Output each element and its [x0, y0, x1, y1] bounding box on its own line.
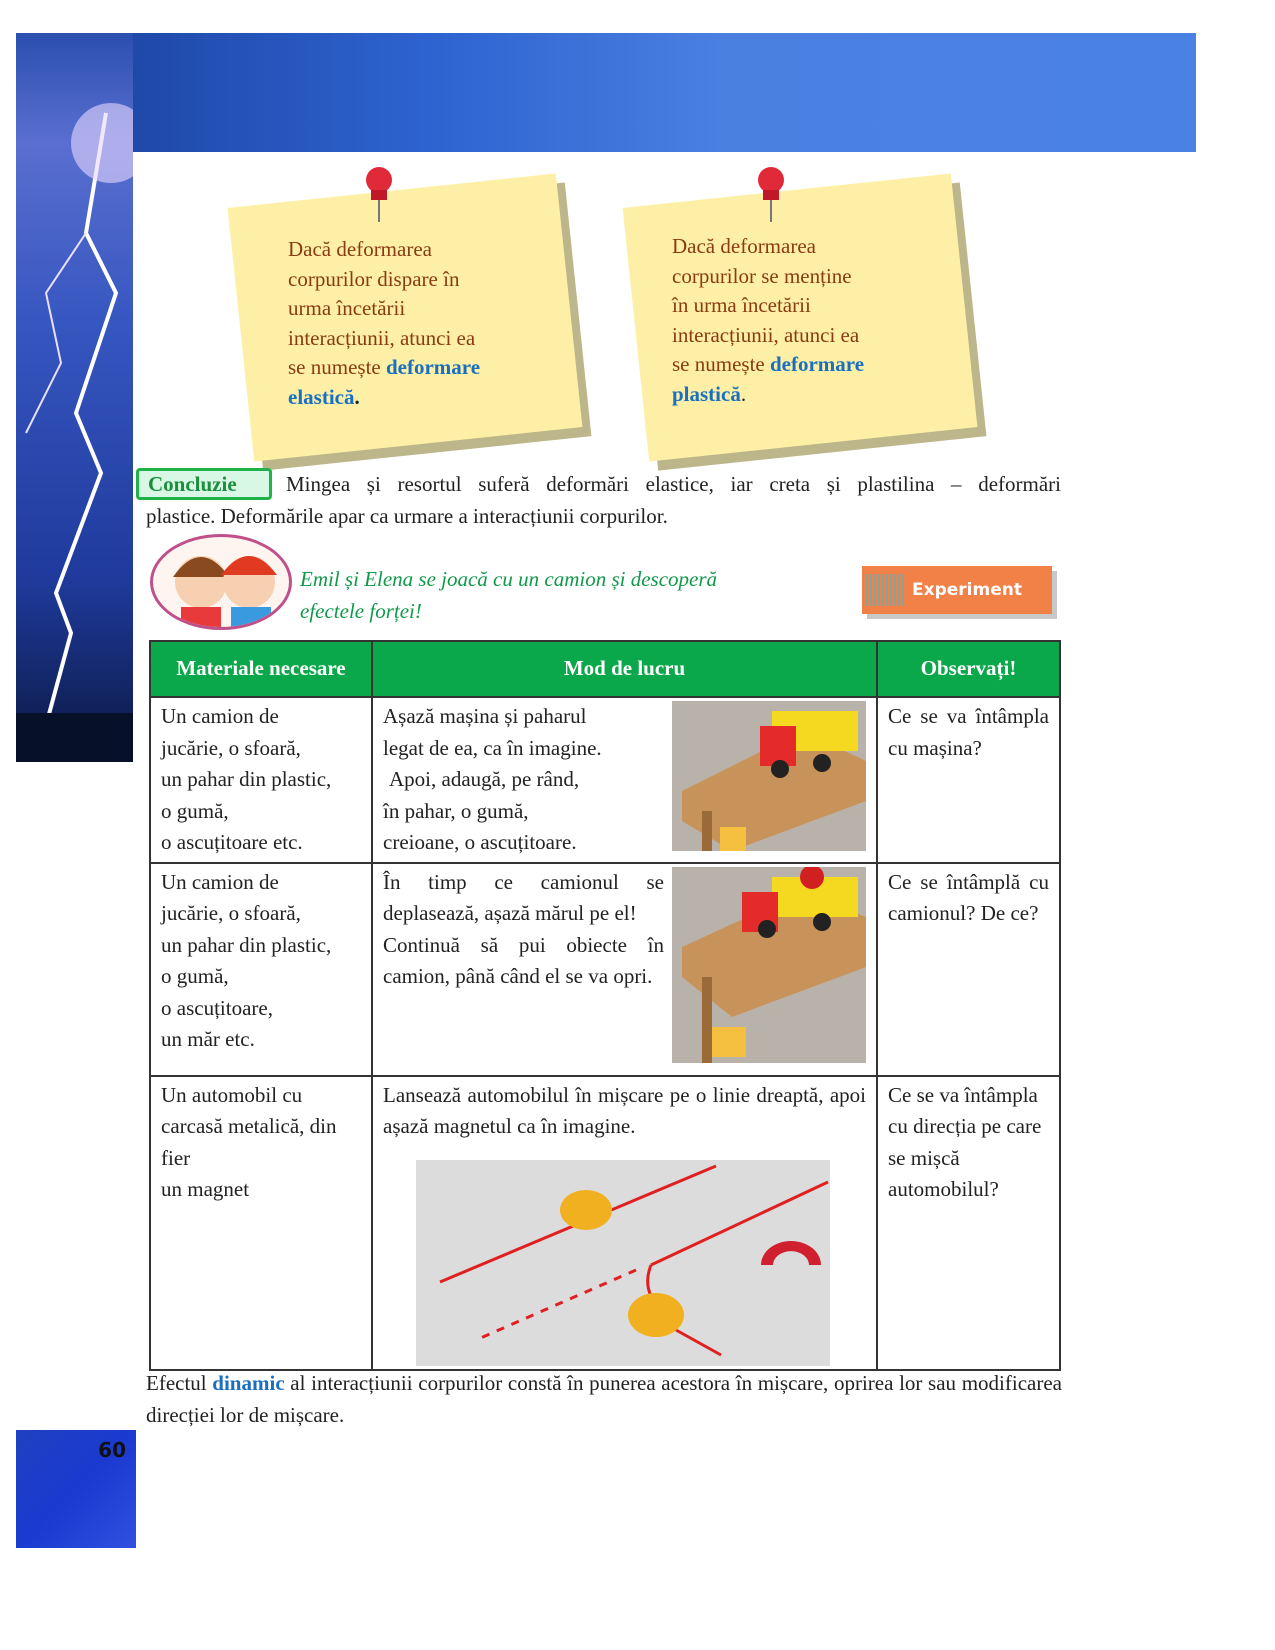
line: jucărie, o sfoară, [161, 735, 301, 760]
observe-cell: Ce se întâmplă cu camionul? De ce? [877, 863, 1060, 1076]
table-row [150, 1076, 1060, 1370]
method-cell [372, 863, 877, 1076]
method-cell [372, 1076, 877, 1370]
intro-text [300, 563, 717, 627]
pushpin-icon [362, 166, 396, 222]
note-line: corpurilor se menține [672, 263, 852, 288]
note-line: în urma încetării [672, 293, 811, 317]
materials-cell [150, 697, 372, 863]
lightning-image [16, 33, 133, 762]
term: deformare [385, 355, 481, 379]
observe-cell: Ce se va întâmpla cu mașina? [877, 697, 1060, 863]
conclusion-label: Concluzie [136, 468, 272, 500]
line: Un camion de [161, 704, 279, 728]
term: deformare [769, 352, 865, 376]
line: Un automobil cu [161, 1082, 303, 1107]
line: fier [161, 1145, 191, 1170]
line: un măr etc. [161, 1027, 255, 1051]
magnet-car-illustration [416, 1160, 830, 1366]
header-band [16, 33, 1196, 152]
text: al interacțiunii corpurilor constă în punerea acestora în mișcare, oprirea lor sau modificarea direcției lor de mișcare. [146, 1371, 1062, 1427]
experiment-label: Experiment [912, 580, 1022, 600]
note-elastic-text [288, 235, 480, 412]
line: Un camion de [161, 869, 279, 894]
term: plastică [672, 381, 741, 406]
page-number: 60 [98, 1438, 126, 1462]
intro-line: Emil și Elena se joacă cu un camion și descoperă [300, 567, 718, 591]
line: În timp ce camionul se deplasează, așază mărul pe el! [383, 869, 664, 925]
note-line: se numește [672, 352, 770, 376]
line: o ascuțitoare etc. [161, 830, 303, 854]
table-header-row [150, 641, 1060, 697]
header-materials: Materiale necesare [150, 641, 372, 697]
text: Efectul [146, 1371, 213, 1395]
line: un pahar din plastic, [161, 767, 332, 791]
truck-table-photo [672, 701, 866, 851]
materials-cell [150, 863, 372, 1076]
line: legat de ea, ca în imagine. [383, 735, 602, 760]
note-line: interacțiunii, atunci ea [672, 322, 860, 347]
term: dinamic [212, 1371, 285, 1395]
line: un pahar din plastic, [161, 932, 332, 957]
dots-pattern [866, 574, 906, 606]
line: creioane, o ascuțitoare. [383, 830, 577, 854]
line: o gumă, [161, 964, 229, 988]
method-cell [372, 697, 877, 863]
materials-cell [150, 1076, 372, 1370]
observe-cell: Ce se va întâmpla cu direcția pe care se mișcă automobilul? [877, 1076, 1060, 1370]
conclusion-text-1: Mingea și resortul suferă deformări elastice, iar creta și plastilina – deformări [286, 472, 1061, 496]
line: carcasă metalică, din [161, 1114, 337, 1138]
punct: . [354, 384, 360, 409]
note-line: urma încetării [288, 296, 406, 320]
line: o gumă, [161, 798, 229, 823]
note-line: Dacă deformarea [288, 237, 432, 261]
note-line: corpurilor dispare în [288, 266, 460, 291]
line: jucărie, o sfoară, [161, 901, 301, 925]
header-observe: Observați! [877, 641, 1060, 697]
experiment-badge [862, 566, 1052, 614]
term: elastică [288, 384, 355, 409]
conclusion-text-2: plastice. Deformările apar ca urmare a interacțiunii corpurilor. [146, 504, 668, 528]
line: Apoi, adaugă, pe rând, [389, 767, 580, 791]
truck-apple-photo [672, 867, 866, 1063]
experiment-table [149, 640, 1061, 1371]
note-line: se numește [288, 355, 386, 379]
kids-illustration [150, 534, 292, 630]
note-line: Dacă deformarea [672, 234, 816, 258]
line: o ascuțitoare, [161, 995, 273, 1020]
line: în pahar, o gumă, [383, 798, 529, 823]
table-row [150, 863, 1060, 1076]
footer-paragraph [146, 1367, 1062, 1431]
line: Așază mașina și paharul [383, 704, 587, 728]
table-row [150, 697, 1060, 863]
line: un magnet [161, 1177, 250, 1201]
line: Continuă să pui obiecte în camion, până când el se va opri. [383, 932, 664, 988]
punct: . [740, 381, 747, 406]
line: Lansează automobilul în mișcare pe o linie dreaptă, apoi așază magnetul ca în imagine. [383, 1082, 866, 1138]
note-plastic-text [672, 232, 864, 409]
pushpin-icon [754, 166, 788, 222]
header-method: Mod de lucru [372, 641, 877, 697]
intro-line: efectele forței! [300, 599, 422, 623]
page-number-block [16, 1430, 136, 1548]
note-line: interacțiunii, atunci ea [288, 325, 476, 350]
